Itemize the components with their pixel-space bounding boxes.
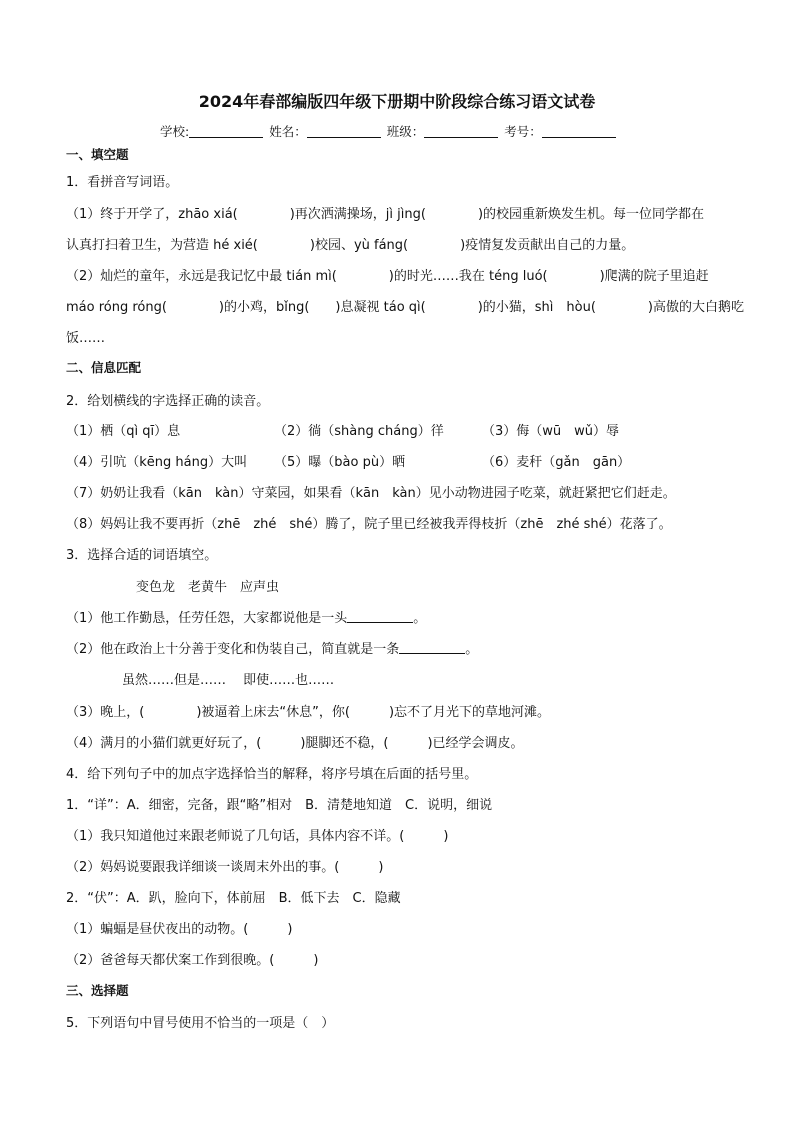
question-2-row2 — [66, 451, 630, 470]
question-1-part2-line3: 饭…… — [66, 331, 106, 346]
q2-item-3: （3）侮（wū wǔ）辱 — [482, 424, 620, 439]
q3-s2-text: （2）他在政治上十分善于变化和伪装自己，简直就是一条 — [66, 642, 400, 657]
word-bank-2: 虽然……但是…… 即使……也…… — [122, 673, 335, 688]
question-1-stem: 1．看拼音写词语。 — [66, 175, 179, 190]
school-label: 学校: — [160, 124, 190, 139]
page-title: 2024年春部编版四年级下册期中阶段综合练习语文试卷 — [198, 92, 596, 111]
question-1-part2-line1: （2）灿烂的童年，永远是我记忆中最 tián mì( )的时光……我在 téng luó( )爬满的院子里追赶 — [66, 269, 709, 284]
name-blank[interactable] — [307, 124, 381, 138]
question-4-def1-item2: （2）妈妈说要跟我详细谈一谈周末外出的事。( ) — [66, 860, 384, 875]
q2-item-4: （4）引吭（kēng háng）大叫 — [66, 455, 248, 470]
section-heading-choice: 三、选择题 — [66, 983, 129, 998]
school-blank[interactable] — [189, 124, 263, 138]
question-3-stem: 3．选择合适的词语填空。 — [66, 548, 218, 563]
question-2-row1 — [66, 420, 619, 439]
class-label: 班级： — [386, 124, 425, 139]
question-1-part1-line2: 认真打扫着卫生，为营造 hé xié( )校园、yù fáng( )疫情复发贡献出自己的力量。 — [66, 238, 635, 253]
name-label: 姓名： — [269, 124, 307, 139]
question-3-sentence3: （3）晚上，( )被逼着上床去“休息”，你( )忘不了月光下的草地河滩。 — [66, 705, 551, 720]
question-2-row3: （7）奶奶让我看（kān kàn）守菜园，如果看（kān kàn）见小动物进园子吃菜，就赶紧把它们赶走。 — [66, 486, 676, 501]
section-heading-fill: 一、填空题 — [66, 147, 129, 162]
question-1-part1-line1: （1）终于开学了，zhāo xiá( )再次洒满操场，jì jìng( )的校园重新焕发生机。每一位同学都在 — [66, 207, 705, 222]
q3-s1-end: 。 — [413, 611, 427, 626]
q2-item-2: （2）徜（shàng cháng）徉 — [274, 424, 444, 439]
question-4-stem: 4．给下列句子中的加点字选择恰当的解释，将序号填在后面的括号里。 — [66, 767, 478, 782]
q2-item-5: （5）曝（bào pù）晒 — [274, 455, 406, 470]
question-4-def1: 1．“详”：A．细密，完备，跟“略”相对 B．清楚地知道 C．说明，细说 — [66, 798, 493, 813]
q3-s2-end: 。 — [465, 642, 479, 657]
question-4-def1-item1: （1）我只知道他过来跟老师说了几句话，具体内容不详。( ) — [66, 829, 449, 844]
question-2-stem: 2．给划横线的字选择正确的读音。 — [66, 394, 270, 409]
question-3-sentence4: （4）满月的小猫们就更好玩了，( )腿脚还不稳，( )已经学会调皮。 — [66, 736, 524, 751]
question-1-part2-line2: máo róng róng( )的小鸡，bǐng( )息凝视 táo qì( )的小猫，shì hòu( )高傲的大白鹅吃 — [66, 300, 744, 315]
q2-item-6: （6）麦秆（gǎn gān） — [482, 455, 631, 470]
question-5-stem: 5．下列语句中冒号使用不恰当的一项是（ ） — [66, 1016, 335, 1031]
question-4-def2: 2．“伏”：A．趴，脸向下，体前屈 B．低下去 C．隐藏 — [66, 891, 401, 906]
question-3-sentence2 — [66, 638, 478, 657]
class-blank[interactable] — [424, 124, 498, 138]
student-info-line — [160, 122, 618, 140]
q3-s1-text: （1）他工作勤恳，任劳任怨，大家都说他是一头 — [66, 611, 348, 626]
question-4-def2-item1: （1）蝙蝠是昼伏夜出的动物。( ) — [66, 922, 293, 937]
q3-s1-blank[interactable] — [347, 610, 413, 623]
number-blank[interactable] — [542, 124, 616, 138]
question-2-row4: （8）妈妈让我不要再折（zhē zhé shé）腾了，院子里已经被我弄得枝折（zhē zhé shé）花落了。 — [66, 517, 672, 532]
q3-s2-blank[interactable] — [399, 641, 465, 654]
question-3-sentence1 — [66, 607, 426, 626]
section-heading-match: 二、信息匹配 — [66, 360, 142, 375]
q2-item-1: （1）栖（qì qī）息 — [66, 424, 181, 439]
number-label: 考号： — [504, 124, 542, 139]
word-bank-1: 变色龙 老黄牛 应声虫 — [136, 580, 280, 595]
question-4-def2-item2: （2）爸爸每天都伏案工作到很晚。( ) — [66, 953, 319, 968]
